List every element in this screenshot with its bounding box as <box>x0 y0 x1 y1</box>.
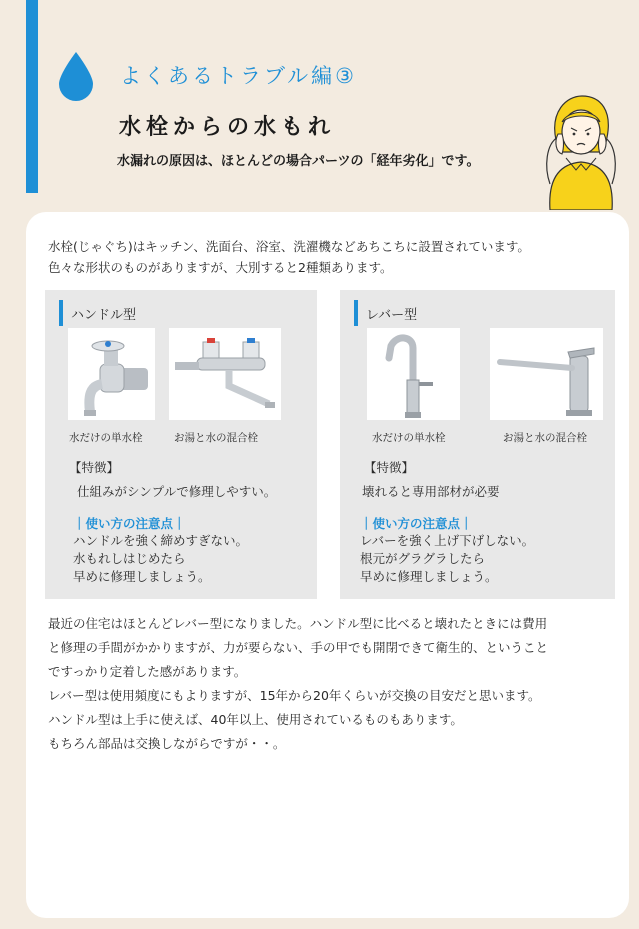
body-line: 最近の住宅はほとんどレバー型になりました。ハンドル型に比べると壊れたときには費用 <box>48 616 548 631</box>
series-title: よくあるトラブル編③ <box>120 64 357 88</box>
caution-text <box>73 532 248 586</box>
page-subtitle: 水漏れの原因は、ほとんどの場合パーツの「経年劣化」です。 <box>117 154 480 169</box>
features-text: 仕組みがシンプルで修理しやすい。 <box>77 484 277 499</box>
page-title: 水栓からの水もれ <box>119 115 336 140</box>
panel-header <box>354 300 417 326</box>
body-text <box>48 612 613 756</box>
body-line: ハンドル型は上手に使えば、40年以上、使用されているものもあります。 <box>48 712 463 727</box>
lever-mixing-faucet-photo <box>490 328 603 420</box>
body-line: ですっかり定着した感があります。 <box>48 664 247 679</box>
photo-caption: 水だけの単水栓 <box>372 432 446 444</box>
caution-line: 早めに修理しましょう。 <box>73 569 211 584</box>
caution-text <box>360 532 534 586</box>
single-lever-faucet-photo <box>367 328 460 420</box>
intro-line: 水栓(じゃぐち)はキッチン、洗面台、浴室、洗濯機などあちこちに設置されています。 <box>48 239 530 254</box>
panel-title: ハンドル型 <box>71 307 137 323</box>
caution-line: 根元がグラグラしたら <box>360 551 486 566</box>
features-heading: 【特徴】 <box>69 460 120 475</box>
water-drop-icon <box>56 50 96 102</box>
single-handle-faucet-photo <box>68 328 155 420</box>
photo-caption: お湯と水の混合栓 <box>503 432 587 444</box>
caution-heading: ｜使い方の注意点｜ <box>360 516 473 531</box>
caution-line: 早めに修理しましょう。 <box>360 569 498 584</box>
photo-caption: 水だけの単水栓 <box>69 432 143 444</box>
panel-header-bar <box>59 300 63 326</box>
body-line: もちろん部品は交換しながらですが・・。 <box>48 736 286 751</box>
panel-title: レバー型 <box>366 307 418 323</box>
panel-header-bar <box>354 300 358 326</box>
handle-type-panel <box>45 290 317 599</box>
worried-woman-illustration <box>536 92 626 210</box>
caution-line: ハンドルを強く締めすぎない。 <box>73 533 249 548</box>
lever-type-panel <box>340 290 615 599</box>
caution-heading: ｜使い方の注意点｜ <box>73 516 186 531</box>
intro-line: 色々な形状のものがありますが、大別すると2種類あります。 <box>48 260 393 275</box>
caution-line: 水もれしはじめたら <box>73 551 186 566</box>
features-heading: 【特徴】 <box>364 460 415 475</box>
body-line: レバー型は使用頻度にもよりますが、15年から20年くらいが交換の目安だと思います。 <box>48 688 541 703</box>
photo-caption: お湯と水の混合栓 <box>174 432 258 444</box>
features-text: 壊れると専用部材が必要 <box>362 484 500 499</box>
mixing-handle-faucet-photo <box>169 328 281 420</box>
intro-text <box>48 236 608 278</box>
accent-bar <box>26 0 38 193</box>
caution-line: レバーを強く上げ下げしない。 <box>360 533 535 548</box>
body-line: と修理の手間がかかりますが、力が要らない、手の甲でも開閉できて衛生的、ということ <box>48 640 549 655</box>
panel-header <box>59 300 136 326</box>
